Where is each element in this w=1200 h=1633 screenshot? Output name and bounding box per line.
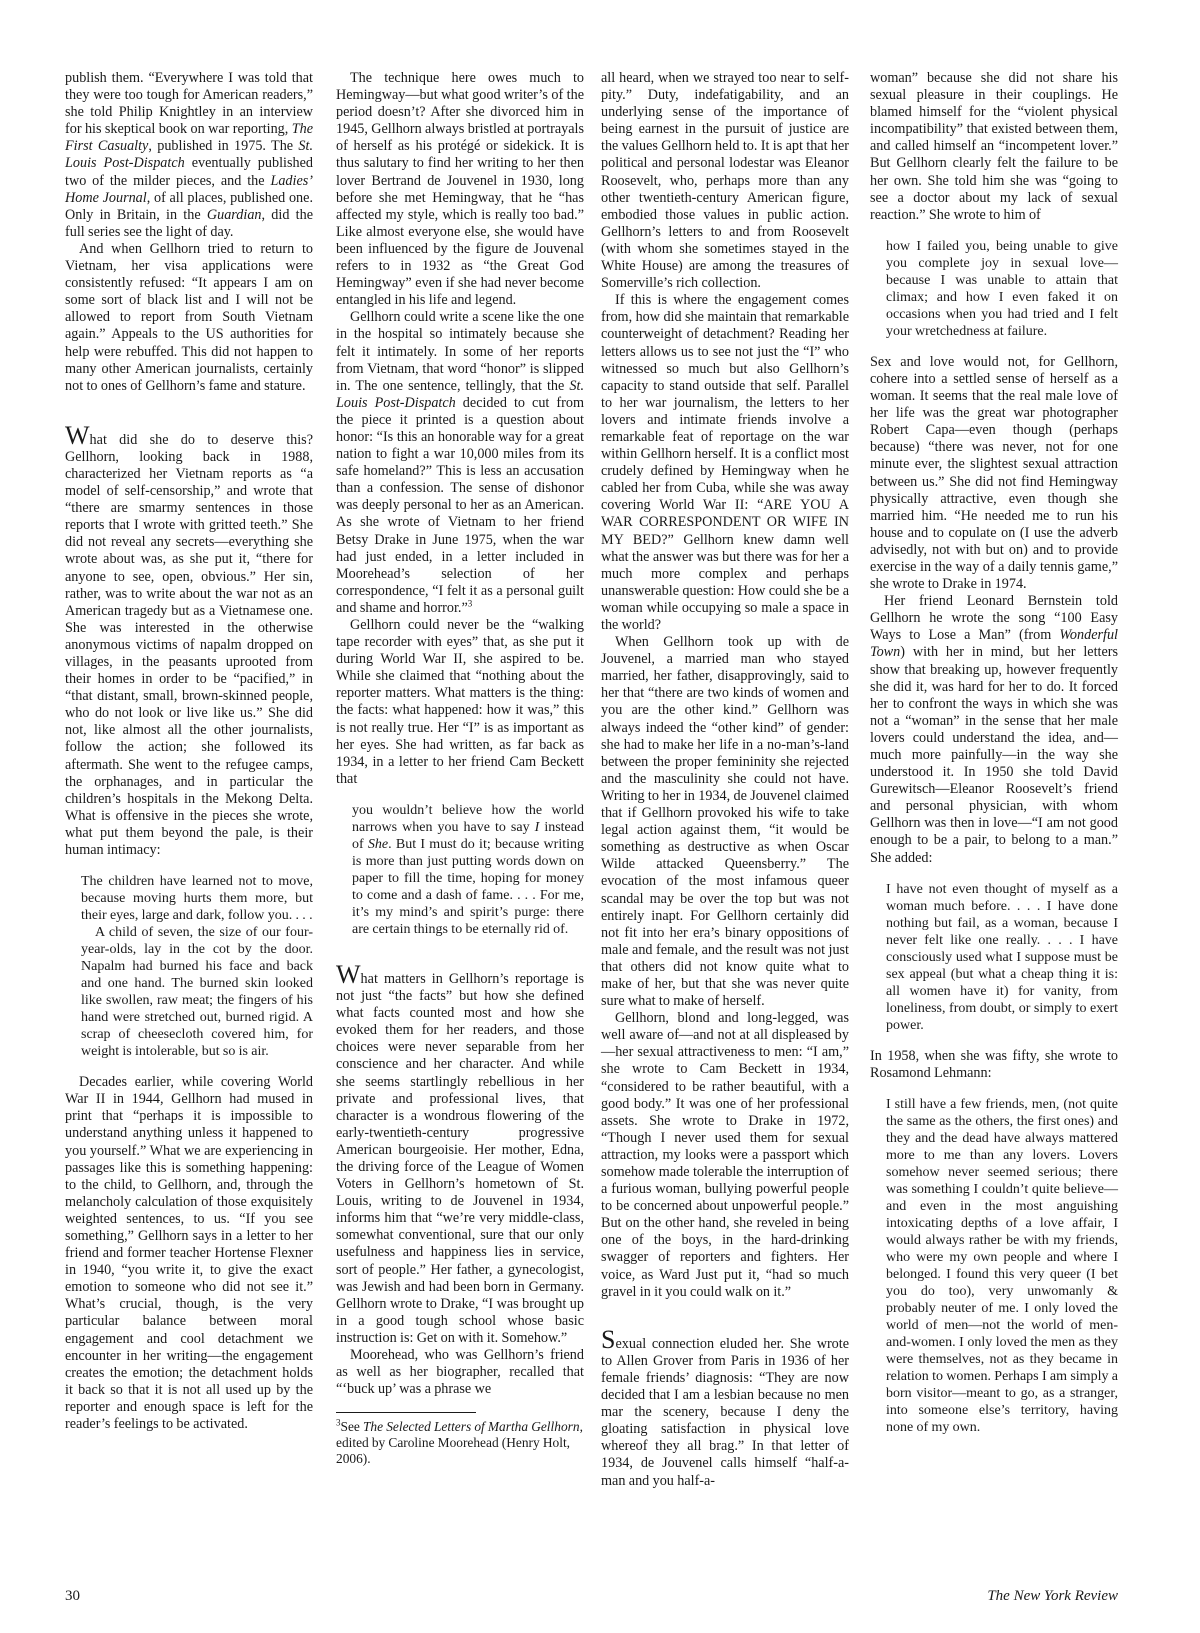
section-start-paragraph: Sexual connection eluded her. She wrote to Allen Grover from Paris in 1936 of her female friends’ diagnosis: “They are now decided that I am a lesbian because no men mar the scenery, because I deny the gloating satisfaction in physical love whereof they all brag.” In that letter of 1934, de Jouvenel calls himself “half-a-man and you half-a- xyxy=(601,1324,849,1489)
paragraph: Gellhorn, blond and long-legged, was well aware of—and not at all displeased by—her sexual attractiveness to men: “I am,” she wrote to Cam Beckett in 1934, “considered to be rather beautiful, with a good body.” It was one of her professional assets. She wrote to Drake in 1972, “Though I never used them for sexual attraction, my looks were a passport which somehow made tolerable the interruption of a furious woman, bullying powerful people to be concerned about unpowerful people.” But on the other hand, she reveled in being one of the boys, in the hard-drinking swagger of reporters and fighters. Her voice, as Ward Just put it, “had so much gravel in it you could walk on it.” xyxy=(601,1010,849,1300)
block-quote xyxy=(81,873,313,1060)
column-2 xyxy=(336,70,584,1467)
page-number: 30 xyxy=(65,1588,80,1604)
paragraph: Her friend Leonard Bernstein told Gellhorn he wrote the song “100 Easy Ways to Lose a Man” (from Wonderful Town) with her in mind, but her letters show that breaking up, however frequently she did it, was hard for her to do. It forced her to confront the ways in which she was not a “woman” in the sense that her male lovers could understand the idea, and—much more painfully—in the way she understood it. In 1950 she told David Gurewitsch—Eleanor Roosevelt’s friend and personal physician, with whom Gellhorn was then in love—“I am not good enough to be a pair, to belong to a man.” She added: xyxy=(870,593,1118,866)
paragraph: publish them. “Everywhere I was told that they were too tough for American readers,” she told Philip Knightley in an interview for his skeptical book on war reporting, The First Casualty, published in 1975. The St. Louis Post-Dispatch eventually published two of the milder pieces, and the Ladies’ Home Journal, of all places, published one. Only in Britain, in the Guardian, did the full series see the light of day. xyxy=(65,70,313,240)
block-quote xyxy=(886,1096,1118,1436)
quote-paragraph: The children have learned not to move, because moving hurts them more, but their eyes, large and dark, follow you. . . . xyxy=(81,874,313,924)
column-1 xyxy=(65,70,313,1433)
section-start-paragraph: What matters in Gellhorn’s reportage is not just “the facts” but how she defined what facts counted most and how she evoked them for her readers, and those choices were never separable from her conscience and her character. And while she seems startlingly rebellious in her private and professional lives, that character is a wondrous flowering of the early-twentieth-century progressive American bourgeoisie. Her mother, Edna, the driving force of the League of Women Voters in Gellhorn’s hometown of St. Louis, writing to de Jouvenel in 1934, informs him that “we’re very middle-class, somewhat conventional, sure that our only usefulness and happiness lies in service, sort of people.” Her father, a gynecologist, was Jewish and had been born in Germany. Gellhorn wrote to Drake, “I was brought up in a good tough school whose basic instruction is: Get on with it. Somehow.” xyxy=(336,959,584,1346)
block-quote xyxy=(886,881,1118,1034)
quote-paragraph: I still have a few friends, men, (not quite the same as the others, the first ones) and they and the dead have always mattered more to me than any lovers. Lovers somehow never seemed serious; there was something I couldn’t quite believe—and even in the most anguishing intoxicating depths of a love affair, I would always rather be with my friends, who were my own people and where I belonged. I found this very queer (I bet you do too), very unwomanly & probably neuter of me. I only loved the world of men—not the world of men-and-women. I only loved the men as they were themselves, not as they became in relation to women. Perhaps I am simply a born visitor—meant to go, as a stranger, into someone else’s territory, having none of my own. xyxy=(886,1096,1118,1435)
footnote-divider xyxy=(336,1412,476,1413)
footnote-reference[interactable]: 3 xyxy=(467,598,473,609)
paragraph: And when Gellhorn tried to return to Vietnam, her visa applications were consistently refused: “It appears I am on some sort of black list and I will not be allowed to report from South Vietnam again.” Appeals to the US authorities for help were rebuffed. This did not happen to many other American journalists, certainly not to ones of Gellhorn’s fame and stature. xyxy=(65,240,313,394)
column-4 xyxy=(870,70,1118,1450)
paragraph: In 1958, when she was fifty, she wrote to Rosamond Lehmann: xyxy=(870,1047,1118,1081)
paragraph: Sex and love would not, for Gellhorn, cohere into a settled sense of herself as a woman. It seems that the real male love of her life was the great war photographer Robert Capa—even though (perhaps because) “there was never, not for one minute ever, the slightest sexual attraction between us.” She did not find Hemingway physically attractive, even though she married him. “He needed me to run his house and to copulate on (I use the adverb advisedly, not with but on) and to provide exercise in the way of a daily tennis game,” she wrote to Drake in 1974. xyxy=(870,353,1118,593)
quote-paragraph: I have not even thought of myself as a woman much before. . . . I have done nothing but fail, as a woman, because I never felt like one really. . . . I have consciously used what I suppose must be sex appeal (but what a cheap thing it is: all women have it) for vanity, from loneliness, from doubt, or simply to exert power. xyxy=(886,881,1118,1033)
paragraph: Gellhorn could write a scene like the one in the hospital so intimately because she felt it intimately. In some of her reports from Vietnam, that word “honor” is slipped in. The one sentence, tellingly, that the St. Louis Post-Dispatch decided to cut from the piece it printed is a question about honor: “Is this an honorable way for a great nation to fight a war 10,000 miles from its safe homeland?” This is less an accusation than a confession. The sense of dishonor was deeply personal to her as an American. As she wrote of Vietnam to her friend Betsy Drake in June 1975, when the war had just ended, in a letter included in Moorehead’s selection of her correspondence, “I felt it as a personal guilt and shame and horror.”$^3$ xyxy=(336,309,584,616)
quote-paragraph: you wouldn’t believe how the world narrows when you have to say I instead of She. But I must do it; because writing is more than just putting words down on paper to fill the time, hoping for money to come and a dash of fame. . . . For me, it’s my mind’s and spirit’s purge: there are certain things to be eternally rid of. xyxy=(352,802,584,937)
paragraph: Moorehead, who was Gellhorn’s friend as well as her biographer, recalled that “‘buck up’ was a phrase we xyxy=(336,1347,584,1398)
block-quote xyxy=(352,802,584,938)
paragraph: all heard, when we strayed too near to self-pity.” Duty, indefatigability, and an underlying sense of the importance of being earnest in the pursuit of justice are the values Gellhorn held to. It is apt that her political and personal lodestar was Eleanor Roosevelt, who, perhaps more than any other twentieth-century American figure, embodied those values in public action. Gellhorn’s letters to and from Roosevelt (with whom she sometimes stayed in the White House) are among the treasures of Somerville’s rich collection. xyxy=(601,70,849,292)
block-quote xyxy=(886,238,1118,340)
section-start-paragraph: What did she do to deserve this? Gellhorn, looking back in 1988, characterized her Vietnam reports as “a model of self-censorship,” and wrote that “there are smarmy sentences in those reports that I wrote with gritted teeth.” She did not reveal any secrets—everything she wrote about was, as she put it, “there for anyone to see, open, obvious.” Her sin, rather, was to write about the war not as an American tragedy but as a Vietnamese one. She was interested in the otherwise anonymous victims of napalm dropped on villages, in the peasants uprooted from their homes in order to be “pacified,” in “that distant, small, brown-skinned people, who do not look or live like us.” She did not, like almost all the other journalists, follow the action; she followed its aftermath. She went to the refugee camps, the orphanages, and in particular the children’s hospitals in the Mekong Delta. What is offensive in the pieces she wrote, what put them beyond the pale, is their human intimacy: xyxy=(65,420,313,859)
footnote: $^3$See The Selected Letters of Martha Gellhorn, edited by Caroline Moorehead (Henry Holt, 2006). xyxy=(336,1417,583,1467)
quote-paragraph: A child of seven, the size of our four-year-olds, lay in the cot by the door. Napalm had burned his face and back and one hand. The burned skin looked like swollen, raw meat; the fingers of his hand were stretched out, burned rigid. A scrap of cheesecloth covered him, for weight is intolerable, but so is air. xyxy=(81,925,313,1060)
column-3 xyxy=(601,70,849,1490)
paragraph: When Gellhorn took up with de Jouvenel, a married man who stayed married, her father, disapprovingly, said to her that “there are two kinds of women and you are the other kind.” Gellhorn was always indeed the “other kind” of gender: she had to make her life in a no-man’s-land between the proper femininity she rejected and the masculinity she could not have. Writing to her in 1934, de Jouvenel claimed that if Gellhorn provoked his wife to take legal action against them, “it would be something as destructive as when Oscar Wilde attacked Queensberry.” The evocation of the most infamous queer scandal may be over the top but was not entirely inapt. For Gellhorn certainly did not fit into her era’s binary oppositions of male and female, and the result was not just that others did not know quite what to make of her, but that she was never quite sure what to make of herself. xyxy=(601,634,849,1010)
paragraph: Gellhorn could never be the “walking tape recorder with eyes” that, as she put it during World War II, she aspired to be. While she claimed that “nothing about the reporter matters. What matters is the thing: the facts: what happened: how it was,” this is not really true. Her “I” is as important as her eyes. She had written, as far back as 1934, in a letter to her friend Cam Beckett that xyxy=(336,617,584,787)
paragraph: The technique here owes much to Hemingway—but what good writer’s of the period doesn’t? After she divorced him in 1945, Gellhorn always bristled at portrayals of herself as his protégé or sidekick. It is thus salutary to find her writing to her then lover Bertrand de Jouvenel in 1930, long before she met Hemingway, that he “has affected my style, which is really too bad.” Like almost everyone else, she would have been influenced by the figure de Jouvenal refers to in 1932 as “the Great God Hemingway” even if she had never become entangled in his life and legend. xyxy=(336,70,585,309)
publication-name: The New York Review xyxy=(987,1588,1118,1604)
paragraph: If this is where the engagement comes from, how did she maintain that remarkable counterweight of detachment? Reading her letters allows us to see not just the “I” who witnessed so much but also Gellhorn’s capacity to stand outside that self. Parallel to her war journalism, the letters to her lovers and intimate friends involve a remarkable feat of reportage on the war within Gellhorn herself. It is a conflict most crudely defined by Hemingway when he cabled her from Cuba, while she was away covering World War II: “ARE YOU A WAR CORRESPONDENT OR WIFE IN MY BED?” Gellhorn knew damn well what the answer was but there was for her a much more complex and perhaps unanswerable question: How could she be a woman while occupying so male a space in the world? xyxy=(601,292,849,633)
paragraph: woman” because she did not share his sexual pleasure in their couplings. He blamed himself for the “violent physical incompatibility” that existed between them, and called himself an “incompetent lover.” But Gellhorn clearly felt the failure to be her own. She told him she was “going to see a doctor about my lack of sexual reaction.” She wrote to him of xyxy=(870,70,1118,223)
quote-paragraph: how I failed you, being unable to give you complete joy in sexual love—because I was unable to attain that climax; and how I even faked it on occasions when you had tried and I felt your wretchedness at failure. xyxy=(886,238,1118,339)
paragraph: Decades earlier, while covering World War II in 1944, Gellhorn had mused in print that “perhaps it is impossible to understand anything unless it happened to you yourself.” What we are experiencing in passages like this is something happening: to the child, to Gellhorn, and, through the melancholy calculation of those exquisitely weighted sentences, to us. “If you see something,” Gellhorn says in a letter to her friend and former teacher Hortense Flexner in 1940, “you write it, to give the exact emotion to someone who did not see it.” What’s crucial, though, is the very particular balance between moral engagement and cool detachment we encounter in her writing—the engagement creates the emotion; the detachment holds it back so that it is not all used up by the reporter and enough space is left for the reader’s feelings to be activated. xyxy=(65,1074,313,1432)
